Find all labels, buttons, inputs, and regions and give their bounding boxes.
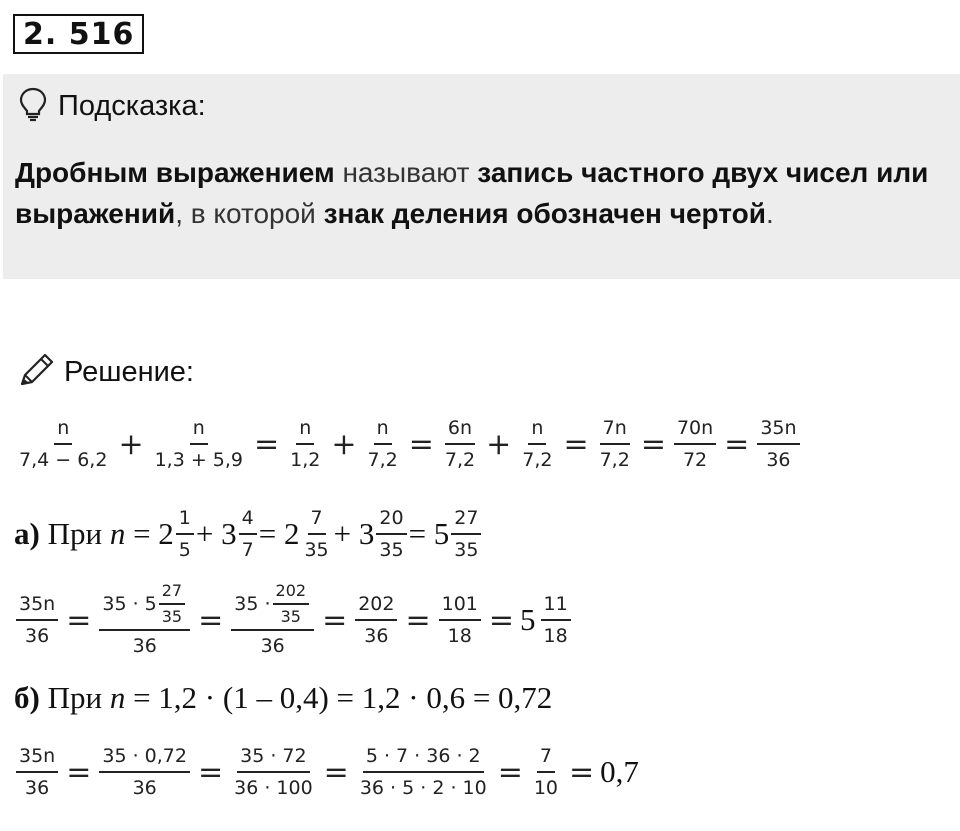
fraction: $\frac{7n}{7,2}$ [599,417,630,471]
hint-text-part: называют [334,157,478,188]
solution-title: Решение: [64,356,194,388]
fraction: $\frac{202}{36}$ [355,592,397,648]
hint-text-part: , в которой [175,198,324,229]
nested-fraction: 35 · 5 $\frac{27}{35}$ 36 [99,582,190,658]
exercise-number: 2. 516 [13,14,144,54]
part-b-line [14,680,552,716]
fraction: $\frac{35n}{36}$ [757,416,799,472]
fraction: $\frac{35 \cdot 72}{36 \cdot 100}$ [234,745,313,799]
fraction: $\frac{35 \cdot 0,72}{36}$ [99,744,190,800]
hint-term: Дробным выражением [15,157,335,188]
equals-term: = 2 [258,516,300,551]
final-result: 0,7 [600,754,639,789]
fraction: $\frac{70n}{72}$ [674,416,716,472]
solution-header [16,352,194,393]
hint-panel [3,74,960,279]
fraction: $\frac{n}{7,2}$ [522,417,553,471]
simplification-line: $\frac{n}{7,4 - 6,2}$ + $\frac{n}{1,3 + 5,9}$ = $\frac{n}{1,2}$ + $\frac{n}{7,2}$ = $\frac{6n}{7,2}$ + $\frac{n}{7,2}$ = $\frac{7n}{7,2}$ = $\frac{70n}{72}$ = $\frac{35n}{36}$ [14,416,802,472]
part-a-evaluation: $\frac{35n}{36}$ = 35 · 5 $\frac{27}{35}$ 36 = 35 · $\frac{202}{35}$ 36 = $\frac{202}{36}$ = $\frac{101}{18}$ = 5 $\frac{11}{18}$ [14,582,573,658]
fraction: $\frac{35n}{36}$ [16,592,58,648]
lightbulb-icon [18,86,48,127]
hint-text [15,152,950,234]
hint-header [18,86,206,127]
fraction: $\frac{6n}{7,2}$ [444,417,476,471]
fraction: $\frac{7}{35}$ [304,507,329,561]
hint-definition: знак деления обозначен чертой [323,198,766,229]
part-a-label: а) При n = 2 [14,516,174,551]
fraction: $\frac{n}{7,4 - 6,2}$ [19,417,108,471]
fraction: $\frac{35n}{36}$ [16,744,58,800]
equals-term: = 5 [408,516,450,551]
fraction: $\frac{11}{18}$ [541,592,571,648]
plus-term: + 3 [333,516,375,551]
pencil-icon [16,352,56,393]
hint-title: Подсказка: [58,90,206,122]
nested-fraction: 35 · $\frac{202}{35}$ 36 [231,582,314,658]
whole-part: 5 [520,602,536,637]
fraction: $\frac{27}{35}$ [451,506,481,562]
part-b-text: б) При n = 1,2 · (1 – 0,4) = 1,2 · 0,6 = 0,72 [14,680,553,715]
fraction: $\frac{4}{7}$ [239,506,257,562]
hint-definition: запись частного двух чисел или выражений [15,157,929,229]
fraction: $\frac{n}{1,2}$ [290,417,321,471]
hint-text-part: . [765,198,774,229]
fraction: $\frac{7}{10}$ [533,745,559,799]
plus-term: + 3 [195,516,237,551]
part-a-line [14,506,483,562]
fraction: $\frac{n}{1,3 + 5,9}$ [154,417,244,471]
part-b-evaluation: $\frac{35n}{36}$ = $\frac{35 \cdot 0,72}{36}$ = $\frac{35 \cdot 72}{36 \cdot 100}$ = $\frac{5 \cdot 7 \cdot 36 \cdot 2}{36 \cdot 5 \cdot 2 \cdot 10}$ = $\frac{7}{10}$ = 0,7 [14,744,639,800]
fraction: $\frac{5 \cdot 7 \cdot 36 \cdot 2}{36 \cdot 5 \cdot 2 \cdot 10}$ [359,745,487,799]
fraction: $\frac{n}{7,2}$ [367,417,398,471]
fraction: $\frac{101}{18}$ [439,592,481,648]
fraction: $\frac{1}{5}$ [176,506,194,562]
fraction: $\frac{20}{35}$ [376,506,406,562]
